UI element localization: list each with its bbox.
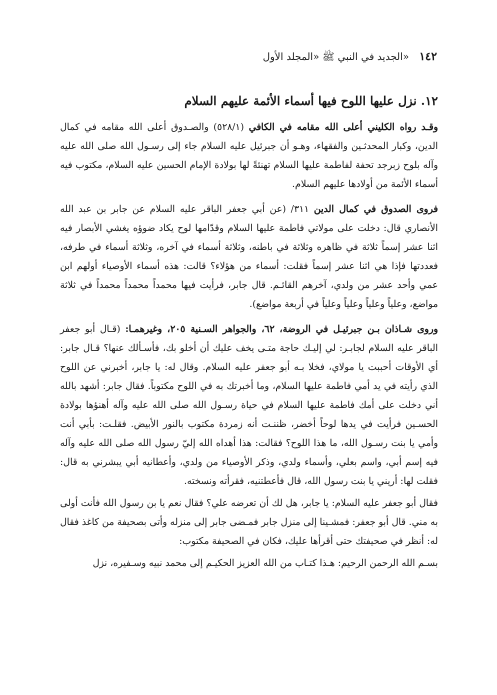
paragraph-kafi xyxy=(60,118,438,194)
page-body xyxy=(60,92,438,573)
paragraph-text: ٣١١/ (عن أبي جعفر الباقر عليه السلام عن جابر بن عبد الله الأنصاري قال: دخلت على مولاتي فاطمة عليها السلام وقدّامها لوح يكاد ضوؤه يغشي الأبصار فيه اثنا عشر إسماً ثلاثة في ظاهره وثلاثة في باطنه، وثلاثة أسماء في آخره، وثلاثة أسماء في طرفه، فعددتها فإذا هي اثنا عشر إسماً فقلت: أسماء من هؤلاء؟ قالت: هذه أسماء الأوصياء أولهم ابن عمي وأحد عشر من ولدي، آخرهم القائـم. قال جابر، فرأيت فيها محمداً محمداً محمداً في ثلاثة مواضع، وعلياً وعلياً وعلياً وعلياً في أربعة مواضع). xyxy=(60,204,438,310)
paragraph-text: (٥٢٨/١) والصـدوق أعلى الله مقامه في كمال الدين، وكبار المحدثـين والفقهاء، وهـو أن جبرئيل عليه السلام جاء إلى رسـول الله صلى الله عليه وآله بلوح زبرجد تحفة لفاطمة عليها السلام تهنئةً لها بولادة الإمام الحسين عليه السلام، مكتوب فيه أسماء الأئمة من أولادها عليهم السلام. xyxy=(60,122,438,190)
page-number: ١٤٢ xyxy=(419,50,437,63)
paragraph-lead: وروى شـاذان بـن جبرئيـل في الروضة، ٦٢، والجواهر السـنية ٢٠٥، وغيرهمـا: xyxy=(125,324,438,335)
paragraph-text: بسـم الله الرحمن الرحيم: هـذا كتـاب من الله العزيز الحكيـم إلى محمد نبيه وسـفيره، نزل xyxy=(92,558,438,569)
running-head-title: الجديد في النبي ﷺ «المجلد الأول» xyxy=(262,52,409,63)
paragraph-shadhan xyxy=(60,320,438,491)
section-heading: ١٢. نزل عليها اللوح فيها أسماء الأئمة عليهم السلام xyxy=(184,94,438,108)
paragraph-abu-jafar xyxy=(60,494,438,551)
paragraph-basmala xyxy=(60,554,438,573)
running-head xyxy=(0,50,497,68)
paragraph-lead: وقـد رواه الكليني أعلى الله مقامه في الكافي xyxy=(248,122,438,133)
paragraph-text: فقال أبو جعفر عليه السلام: يا جابر، هل لك أن تعرضه علي؟ فقال نعم يا بن رسول الله فأنت أولى به مني. قال أبو جعفر: فمشـينا إلى منزل جابر فمـضى جابر إلى منزله وأتى بصحيفة من كاغذ فقال له: أنظر في صحيفتك حتى أقرأها عليك، فكان في الصحيفة مكتوب: xyxy=(60,498,438,547)
paragraph-saduq xyxy=(60,200,438,314)
paragraph-lead: فروى الصدوق في كمال الدين xyxy=(313,204,438,215)
paragraph-text: (قـال أبو جعفر الباقر عليه السلام لجابـر: لي إليـك حاجة متـى يخف عليك أن أخلو بك، فأسـألك عنها؟ قـال جابر: أي الأوقات أحببت يا مولاي، فخلا بـه أبو جعفر عليه السلام. وقال له: يا جابر، أخبرني عن اللوح الذي رأيته في يد أمي فاطمة عليها السلام، وما أخبرتك به في اللوح مكتوباً. فقال جابر: أشهد بالله أني دخلت على أمك فاطمة عليها السلام في حياة رسـول الله صلى الله عليه وآله أهنؤها بولادة الحسـين فرأيت في يدها لوحاً أخضر، ظننـت أنه زمردة مكتوب بالنور الأبيض. فقلـت: بأبي أنت وأمي يا بنت رسـول الله، ما هذا اللوح؟ فقالت: هذا أهداه الله إليّ رسول الله صلى الله عليه وآله فيه إسم أبي، واسم بعلي، وأسماء ولدي، وذكر الأوصياء من ولدي، وأعطانيه أبي يبشرني به قال: فقلت لها: أريني يا بنت رسول الله، قال فأعطتنيه، فقرأته ونسخته. xyxy=(60,324,438,487)
